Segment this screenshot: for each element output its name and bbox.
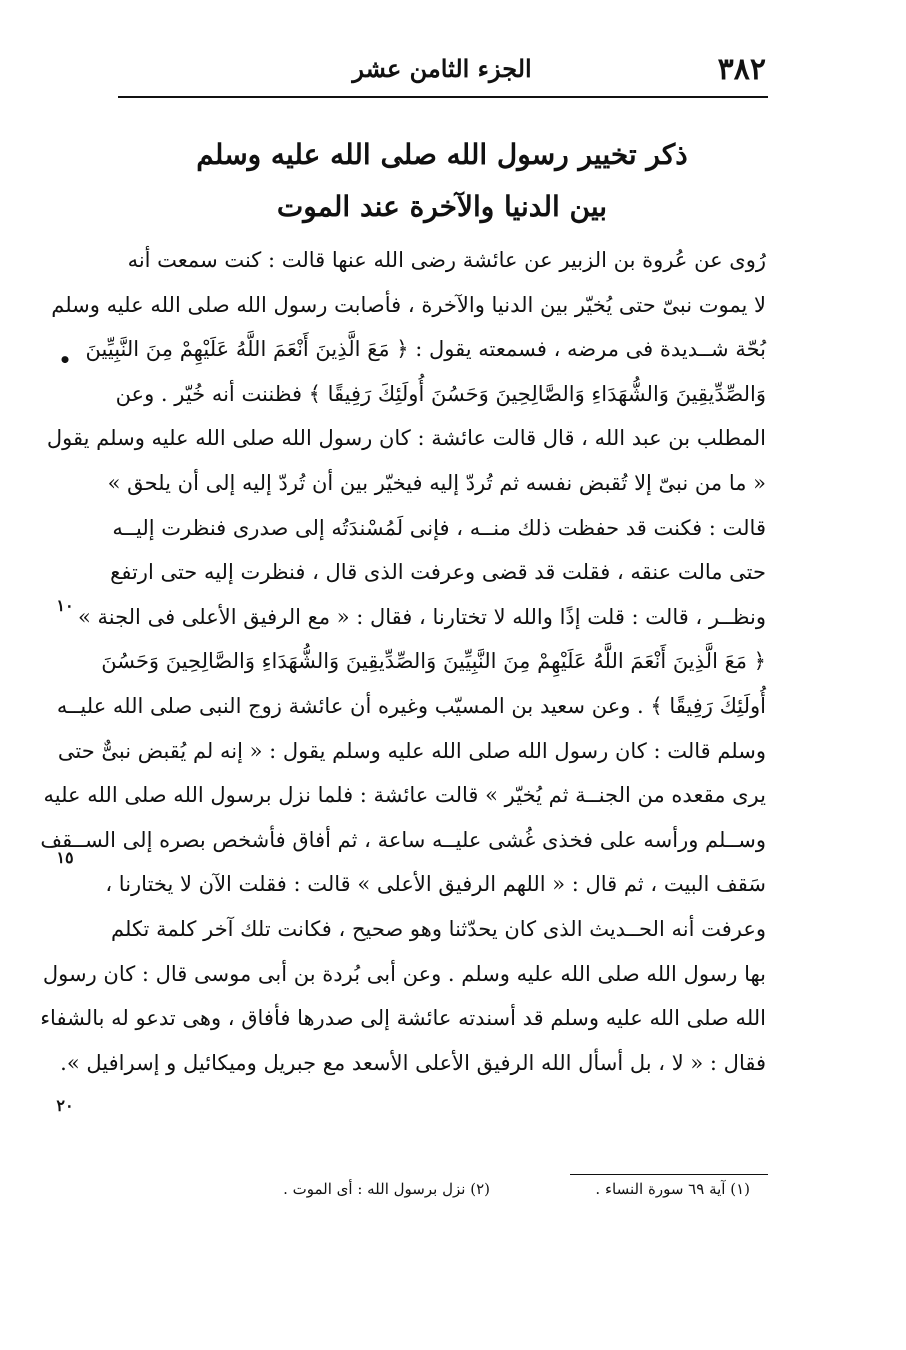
body-line: يرى مقعده من الجنــة ثم يُخيّر » قالت عائشة : فلما نزل برسول الله صلى الله عليه <box>43 783 766 808</box>
body-line: ﴿ مَعَ الَّذِينَ أَنْعَمَ اللَّهُ عَلَيْهِمْ مِنَ النَّبِيِّينَ وَالصِّدِّيقِينَ وَالشُّهَدَاءِ وَالصَّالِحِينَ وَحَسُنَ <box>101 649 766 674</box>
body-line: ونظــر ، قالت : قلت إذًا والله لا تختارنا ، فقال : « مع الرفيق الأعلى فى الجنة » <box>77 604 766 629</box>
body-line: بُحّة شــديدة فى مرضه ، فسمعته يقول : ﴿ مَعَ الَّذِينَ أَنْعَمَ اللَّهُ عَلَيْهِمْ مِنَ النَّبِيِّينَ <box>85 337 766 362</box>
page-header <box>118 52 766 92</box>
body-line: وَالصِّدِّيقِينَ وَالشُّهَدَاءِ وَالصَّالِحِينَ وَحَسُنَ أُولَئِكَ رَفِيقًا ﴾ فظننت أنه خُيّر . وعن <box>115 381 766 406</box>
footnote-rule <box>570 1174 768 1175</box>
margin-dot-marker: • <box>58 348 72 372</box>
footnote-2: (٢) نزل برسول الله : أى الموت . <box>283 1180 490 1198</box>
footnote-1: (١) آية ٦٩ سورة النساء . <box>595 1180 750 1198</box>
body-line: بها رسول الله صلى الله عليه وسلم . وعن أبى بُردة بن أبى موسى قال : كان رسول <box>42 961 766 986</box>
body-line: أُولَئِكَ رَفِيقًا ﴾ . وعن سعيد بن المسيّب وغيره أن عائشة زوج النبى صلى الله عليــه <box>56 693 766 718</box>
line-number-15: ١٥ <box>56 848 74 867</box>
header-rule <box>118 96 768 98</box>
body-line: حتى مالت عنقه ، فقلت قد قضى وعرفت الذى قال ، فنظرت إليه حتى ارتفع <box>110 560 766 585</box>
line-number-10: ١٠ <box>56 596 74 615</box>
body-line: وعرفت أنه الحــديث الذى كان يحدّثنا وهو صحيح ، فكانت تلك آخر كلمة تكلم <box>111 916 766 941</box>
body-line: قالت : فكنت قد حفظت ذلك منــه ، فإنى لَمُسْندَتُه إلى صدرى فنظرت إليــه <box>112 515 766 540</box>
footnotes <box>250 1180 750 1210</box>
body-line: المطلب بن عبد الله ، قال قالت عائشة : كان رسول الله صلى الله عليه وسلم يقول <box>46 426 766 451</box>
line-number-20: ٢٠ <box>56 1096 74 1115</box>
body-line: سَقف البيت ، ثم قال : « اللهم الرفيق الأعلى » قالت : فقلت الآن لا يختارنا ، <box>105 872 766 897</box>
section-heading-line-1: ذكر تخيير رسول الله صلى الله عليه وسلم <box>196 138 688 171</box>
page-number: ٣٨٢ <box>717 52 766 87</box>
running-title: الجزء الثامن عشر <box>352 54 532 83</box>
body-line: لا يموت نبىّ حتى يُخيّر بين الدنيا والآخرة ، فأصابت رسول الله صلى الله عليه وسلم <box>51 292 766 317</box>
body-line: رُوى عن عُروة بن الزبير عن عائشة رضى الله عنها قالت : كنت سمعت أنه <box>127 248 766 272</box>
body-line: الله صلى الله عليه وسلم قد أسندته عائشة إلى صدرها فأفاق ، وهى تدعو له بالشفاء <box>40 1006 766 1031</box>
body-line: وسلم قالت : كان رسول الله صلى الله عليه وسلم يقول : « إنه لم يُقبض نبىٌّ حتى <box>57 738 766 763</box>
section-heading-line-2: بين الدنيا والآخرة عند الموت <box>276 190 608 223</box>
body-line: فقال : « لا ، بل أسأل الله الرفيق الأعلى الأسعد مع جبريل وميكائيل و إسرافيل ». <box>60 1050 766 1075</box>
body-line: « ما من نبىّ إلا تُقبض نفسه ثم تُردّ إليه فيخيّر بين أن تُردّ إليه إلى أن يلحق » <box>107 470 766 495</box>
body-line: وســلم ورأسه على فخذى غُشى عليــه ساعة ، ثم أفاق فأشخص بصره إلى الســقف <box>40 827 766 852</box>
